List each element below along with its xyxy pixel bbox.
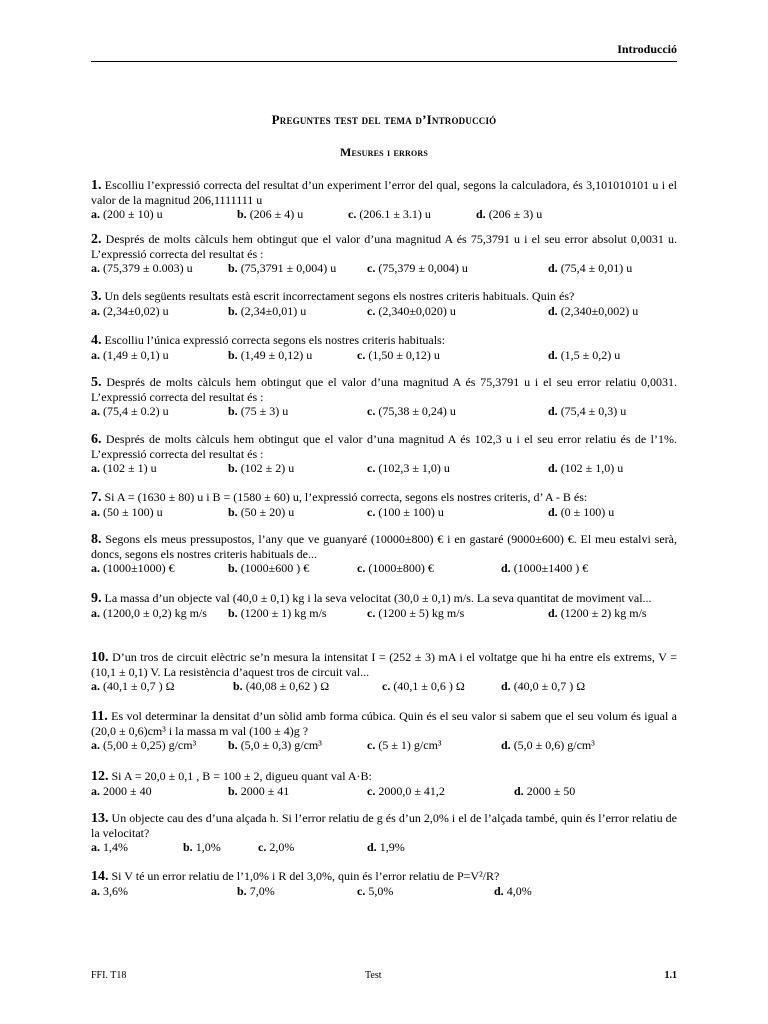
question-6: [91, 432, 677, 475]
option-value: (102 ± 1) u: [100, 461, 157, 475]
question-13: [91, 811, 677, 854]
option-letter: c.: [367, 461, 376, 475]
question-2: [91, 232, 677, 275]
answer-option-c: [382, 679, 465, 693]
question-text: Si A = 20,0 ± 0,1 , B = 100 ± 2, digueu quant val A·B:: [108, 769, 372, 783]
option-value: (2,34±0,02) u: [100, 304, 169, 318]
answer-options: [91, 404, 677, 418]
question-number: 4.: [91, 333, 102, 348]
answer-option-d: [514, 784, 575, 798]
option-value: (75,3791 ± 0,004) u: [237, 261, 337, 275]
answer-option-a: [91, 738, 196, 752]
option-letter: d.: [501, 561, 511, 575]
question-text: Es vol determinar la densitat d’un sòlid amb forma cúbica. Quin és el seu valor si sabem que el seu volum és igual a (20,0 ± 0,6)cm³ i la massa m val (100 ± 4)g ?: [91, 709, 677, 738]
option-value: 2000 ± 41: [237, 784, 290, 798]
option-value: (5 ± 1) g/cm³: [375, 738, 442, 752]
option-value: (5,0 ± 0,3) g/cm³: [237, 738, 322, 752]
answer-options: [91, 738, 677, 752]
option-letter: b.: [183, 840, 193, 854]
answer-option-d: [367, 840, 405, 854]
option-letter: d.: [548, 461, 558, 475]
option-value: (206 ± 4) u: [246, 207, 304, 221]
answer-option-d: [501, 738, 595, 752]
question-stem: [91, 432, 677, 461]
question-10: [91, 650, 677, 693]
answer-option-c: [357, 561, 434, 575]
option-value: (50 ± 20) u: [237, 505, 295, 519]
option-value: 2,0%: [266, 840, 295, 854]
answer-option-c: [367, 505, 444, 519]
option-value: 3,6%: [100, 884, 128, 898]
answer-option-b: [228, 348, 312, 362]
option-letter: b.: [228, 784, 238, 798]
option-letter: c.: [367, 738, 376, 752]
option-letter: c.: [367, 261, 376, 275]
answer-option-a: [91, 505, 163, 519]
question-text: Si A = (1630 ± 80) u i B = (1580 ± 60) u, l’expressió correcta, segons els nostres criteris, d’ A - B és:: [101, 490, 588, 504]
answer-option-b: [228, 404, 288, 418]
option-value: (1,5 ± 0,2) u: [557, 348, 621, 362]
option-value: (206 ± 3) u: [485, 207, 543, 221]
option-letter: b.: [228, 261, 238, 275]
option-letter: c.: [367, 304, 376, 318]
option-letter: b.: [228, 404, 238, 418]
option-letter: d.: [548, 606, 558, 620]
question-stem: [91, 532, 677, 561]
question-1: [91, 178, 677, 221]
option-value: (75,38 ± 0,24) u: [375, 404, 456, 418]
option-letter: c.: [357, 561, 366, 575]
option-letter: d.: [548, 304, 558, 318]
answer-option-b: [228, 261, 336, 275]
option-letter: a.: [91, 404, 100, 418]
option-letter: c.: [367, 606, 376, 620]
question-number: 11.: [91, 709, 108, 724]
option-letter: c.: [367, 404, 376, 418]
option-value: (1000±600 ) €: [237, 561, 310, 575]
option-letter: a.: [91, 738, 100, 752]
question-7: [91, 490, 677, 519]
option-value: (75,379 ± 0.003) u: [100, 261, 193, 275]
option-letter: c.: [258, 840, 267, 854]
answer-options: [91, 505, 677, 519]
answer-option-d: [501, 679, 585, 693]
answer-options: [91, 679, 677, 693]
footer-center: Test: [365, 970, 382, 981]
answer-option-a: [91, 840, 128, 854]
answer-option-c: [367, 738, 442, 752]
question-number: 6.: [91, 432, 102, 447]
option-letter: b.: [237, 884, 247, 898]
question-text: D’un tros de circuit elèctric se’n mesura la intensitat I = (252 ± 3) mA i el voltatge que hi ha entre els extrems, V = (10,1 ± 0,1) V. La resistència d’aquest tros de circuit val...: [91, 650, 677, 679]
option-letter: c.: [348, 207, 357, 221]
answer-option-c: [367, 304, 456, 318]
answer-options: [91, 884, 677, 898]
answer-option-d: [548, 505, 614, 519]
question-3: [91, 289, 677, 318]
option-value: (75,4 ± 0.2) u: [100, 404, 169, 418]
option-letter: b.: [228, 461, 238, 475]
option-value: (50 ± 100) u: [100, 505, 163, 519]
answer-option-b: [233, 679, 329, 693]
question-stem: [91, 333, 677, 348]
option-value: (5,0 ± 0,6) g/cm³: [510, 738, 595, 752]
option-letter: b.: [233, 679, 243, 693]
option-value: 1,0%: [192, 840, 221, 854]
question-stem: [91, 490, 677, 505]
question-stem: [91, 289, 677, 304]
option-letter: a.: [91, 561, 100, 575]
option-letter: d.: [548, 348, 558, 362]
question-11: [91, 709, 677, 752]
question-text: Un objecte cau des d’una alçada h. Si l’error relatiu de g és d’un 2,0% i el de l’alçada també, quin és l’error relatiu de la velocitat?: [91, 811, 677, 840]
option-value: (1200 ± 5) kg m/s: [375, 606, 465, 620]
answer-option-a: [91, 207, 163, 221]
option-value: 7,0%: [246, 884, 275, 898]
question-stem: [91, 709, 677, 738]
option-value: (75,379 ± 0,004) u: [375, 261, 468, 275]
answer-options: [91, 461, 677, 475]
question-stem: [91, 650, 677, 679]
answer-option-a: [91, 679, 175, 693]
question-stem: [91, 869, 677, 884]
question-text: Després de molts càlculs hem obtingut que el valor d’una magnitud A és 75,3791 u i el seu error absolut 0,0031 u. L’expressió correcta del resultat és :: [91, 232, 677, 261]
page-subtitle: Mesures i errors: [339, 145, 429, 159]
option-letter: a.: [91, 606, 100, 620]
option-letter: c.: [382, 679, 391, 693]
option-value: (206.1 ± 3.1) u: [356, 207, 431, 221]
option-value: (2,34±0,01) u: [237, 304, 307, 318]
answer-option-c: [367, 404, 456, 418]
answer-option-b: [228, 561, 309, 575]
answer-option-d: [494, 884, 532, 898]
option-letter: b.: [228, 304, 238, 318]
footer-left: FFI. T18: [91, 970, 127, 981]
option-letter: a.: [91, 461, 100, 475]
answer-option-a: [91, 784, 152, 798]
option-value: (40,08 ± 0,62 ) Ω: [242, 679, 330, 693]
question-text: La massa d’un objecte val (40,0 ± 0,1) kg i la seva velocitat (30,0 ± 0,1) m/s. La seva quantitat de moviment val...: [101, 591, 652, 605]
answer-options: [91, 840, 677, 854]
question-stem: [91, 591, 677, 606]
answer-option-b: [183, 840, 221, 854]
option-value: (1000±800) €: [365, 561, 434, 575]
answer-options: [91, 304, 677, 318]
question-number: 2.: [91, 232, 102, 247]
option-letter: b.: [228, 738, 238, 752]
question-number: 3.: [91, 289, 102, 304]
option-value: (5,00 ± 0,25) g/cm³: [100, 738, 197, 752]
question-text: Segons els meus pressupostos, l’any que ve guanyaré (10000±800) € i en gastaré (9000±600) €. El meu estalvi serà, doncs, segons els nostres criteris habituals de...: [91, 532, 677, 561]
question-number: 1.: [91, 178, 102, 193]
answer-option-a: [91, 606, 207, 620]
answer-options: [91, 207, 677, 221]
option-value: (1200 ± 2) kg m/s: [557, 606, 647, 620]
answer-option-b: [237, 207, 303, 221]
question-number: 8.: [91, 532, 102, 547]
question-14: [91, 869, 677, 898]
option-letter: d.: [494, 884, 504, 898]
option-letter: b.: [228, 348, 238, 362]
answer-option-b: [228, 461, 294, 475]
answer-option-c: [357, 884, 393, 898]
option-value: (1200,0 ± 0,2) kg m/s: [100, 606, 207, 620]
answer-option-d: [476, 207, 542, 221]
option-letter: d.: [501, 738, 511, 752]
option-letter: a.: [91, 840, 100, 854]
answer-option-b: [228, 505, 294, 519]
answer-option-c: [357, 348, 440, 362]
option-letter: d.: [548, 261, 558, 275]
answer-option-d: [548, 304, 638, 318]
question-5: [91, 375, 677, 418]
page-title: Preguntes test del tema d’Introducció: [271, 112, 497, 127]
option-value: (40,1 ± 0,7 ) Ω: [100, 679, 175, 693]
option-value: (40,1 ± 0,6 ) Ω: [390, 679, 465, 693]
question-12: [91, 769, 677, 798]
question-text: Després de molts càlculs hem obtingut que el valor d’una magnitud A és 75,3791 u i el seu error relatiu 0,0031. L’expressió correcta del resultat és :: [91, 375, 677, 404]
answer-option-d: [548, 348, 620, 362]
option-value: (1000±1400 ) €: [510, 561, 589, 575]
question-number: 14.: [91, 869, 109, 884]
option-value: 1,9%: [376, 840, 405, 854]
option-letter: b.: [228, 606, 238, 620]
option-value: (2,340±0,020) u: [375, 304, 456, 318]
question-stem: [91, 811, 677, 840]
option-value: (1,50 ± 0,12) u: [365, 348, 440, 362]
option-value: 2000,0 ± 41,2: [375, 784, 445, 798]
answer-option-d: [548, 606, 647, 620]
answer-option-b: [228, 304, 306, 318]
question-8: [91, 532, 677, 575]
option-value: 5,0%: [365, 884, 394, 898]
option-letter: a.: [91, 784, 100, 798]
question-stem: [91, 232, 677, 261]
option-value: (100 ± 100) u: [375, 505, 444, 519]
option-value: 4,0%: [503, 884, 532, 898]
answer-options: [91, 561, 677, 575]
answer-option-b: [228, 606, 327, 620]
option-letter: d.: [501, 679, 511, 693]
option-letter: c.: [367, 505, 376, 519]
option-letter: d.: [476, 207, 486, 221]
question-number: 12.: [91, 769, 109, 784]
option-value: (102 ± 1,0) u: [557, 461, 624, 475]
answer-option-a: [91, 884, 128, 898]
question-number: 13.: [91, 811, 109, 826]
answer-option-d: [501, 561, 588, 575]
option-value: (1200 ± 1) kg m/s: [237, 606, 327, 620]
question-number: 5.: [91, 375, 102, 390]
question-number: 9.: [91, 591, 102, 606]
option-value: (1000±1000) €: [100, 561, 175, 575]
answer-option-a: [91, 304, 169, 318]
option-value: (75,4 ± 0,3) u: [557, 404, 627, 418]
option-letter: a.: [91, 505, 100, 519]
answer-option-c: [348, 207, 431, 221]
option-letter: c.: [357, 348, 366, 362]
option-letter: c.: [367, 784, 376, 798]
option-letter: b.: [228, 561, 238, 575]
option-value: (2,340±0,002) u: [557, 304, 639, 318]
answer-option-d: [548, 261, 632, 275]
question-number: 7.: [91, 490, 102, 505]
option-value: 2000 ± 40: [100, 784, 152, 798]
answer-option-a: [91, 348, 169, 362]
question-text: Si V té un error relatiu de l’1,0% i R del 3,0%, quin és l’error relatiu de P=V²/R?: [108, 869, 500, 883]
question-text: Un dels següents resultats està escrit incorrectament segons els nostres criteris habituals. Quin és?: [101, 289, 575, 303]
option-value: (75,4 ± 0,01) u: [557, 261, 633, 275]
answer-option-c: [367, 784, 445, 798]
answer-option-a: [91, 404, 169, 418]
answer-option-a: [91, 561, 175, 575]
answer-options: [91, 606, 677, 620]
option-letter: a.: [91, 884, 100, 898]
answer-option-b: [237, 884, 275, 898]
option-letter: d.: [367, 840, 377, 854]
answer-option-c: [258, 840, 294, 854]
question-stem: [91, 375, 677, 404]
option-value: (102 ± 2) u: [237, 461, 295, 475]
option-letter: b.: [228, 505, 238, 519]
answer-option-b: [228, 738, 322, 752]
answer-option-c: [367, 261, 468, 275]
option-value: (1,49 ± 0,12) u: [237, 348, 313, 362]
question-stem: [91, 178, 677, 207]
option-value: (40,0 ± 0,7 ) Ω: [510, 679, 586, 693]
option-value: (1,49 ± 0,1) u: [100, 348, 169, 362]
answer-option-d: [548, 461, 623, 475]
option-letter: a.: [91, 348, 100, 362]
answer-option-b: [228, 784, 289, 798]
option-letter: d.: [548, 505, 558, 519]
question-stem: [91, 769, 677, 784]
option-letter: b.: [237, 207, 247, 221]
question-number: 10.: [91, 650, 109, 665]
answer-options: [91, 784, 677, 798]
answer-option-a: [91, 461, 157, 475]
header-rule: [91, 61, 677, 62]
answer-option-c: [367, 606, 464, 620]
option-value: (75 ± 3) u: [237, 404, 289, 418]
question-9: [91, 591, 677, 620]
option-letter: a.: [91, 679, 100, 693]
question-text: Escolliu l’única expressió correcta segons els nostres criteris habituals:: [101, 333, 446, 347]
answer-options: [91, 261, 677, 275]
option-value: (200 ± 10) u: [100, 207, 163, 221]
question-text: Després de molts càlculs hem obtingut que el valor d’una magnitud A és 102,3 u i el seu error relatiu és de l’1%. L’expressió correcta del resultat és :: [91, 432, 677, 461]
option-letter: d.: [548, 404, 558, 418]
answer-option-d: [548, 404, 626, 418]
option-letter: a.: [91, 304, 100, 318]
option-letter: a.: [91, 261, 100, 275]
option-letter: c.: [357, 884, 366, 898]
answer-option-c: [367, 461, 450, 475]
question-4: [91, 333, 677, 362]
footer-page-number: 1.1: [664, 970, 677, 981]
option-letter: d.: [514, 784, 524, 798]
option-value: 2000 ± 50: [523, 784, 576, 798]
option-value: 1,4%: [100, 840, 128, 854]
header-section: Introducció: [617, 42, 677, 56]
option-value: (102,3 ± 1,0) u: [375, 461, 450, 475]
answer-option-a: [91, 261, 193, 275]
option-value: (0 ± 100) u: [557, 505, 615, 519]
option-letter: a.: [91, 207, 100, 221]
question-text: Escolliu l’expressió correcta del resultat d’un experiment l’error del qual, segons la calculadora, és 3,101010101 u i el valor de la magnitud 206,1111111 u: [91, 178, 677, 207]
answer-options: [91, 348, 677, 362]
